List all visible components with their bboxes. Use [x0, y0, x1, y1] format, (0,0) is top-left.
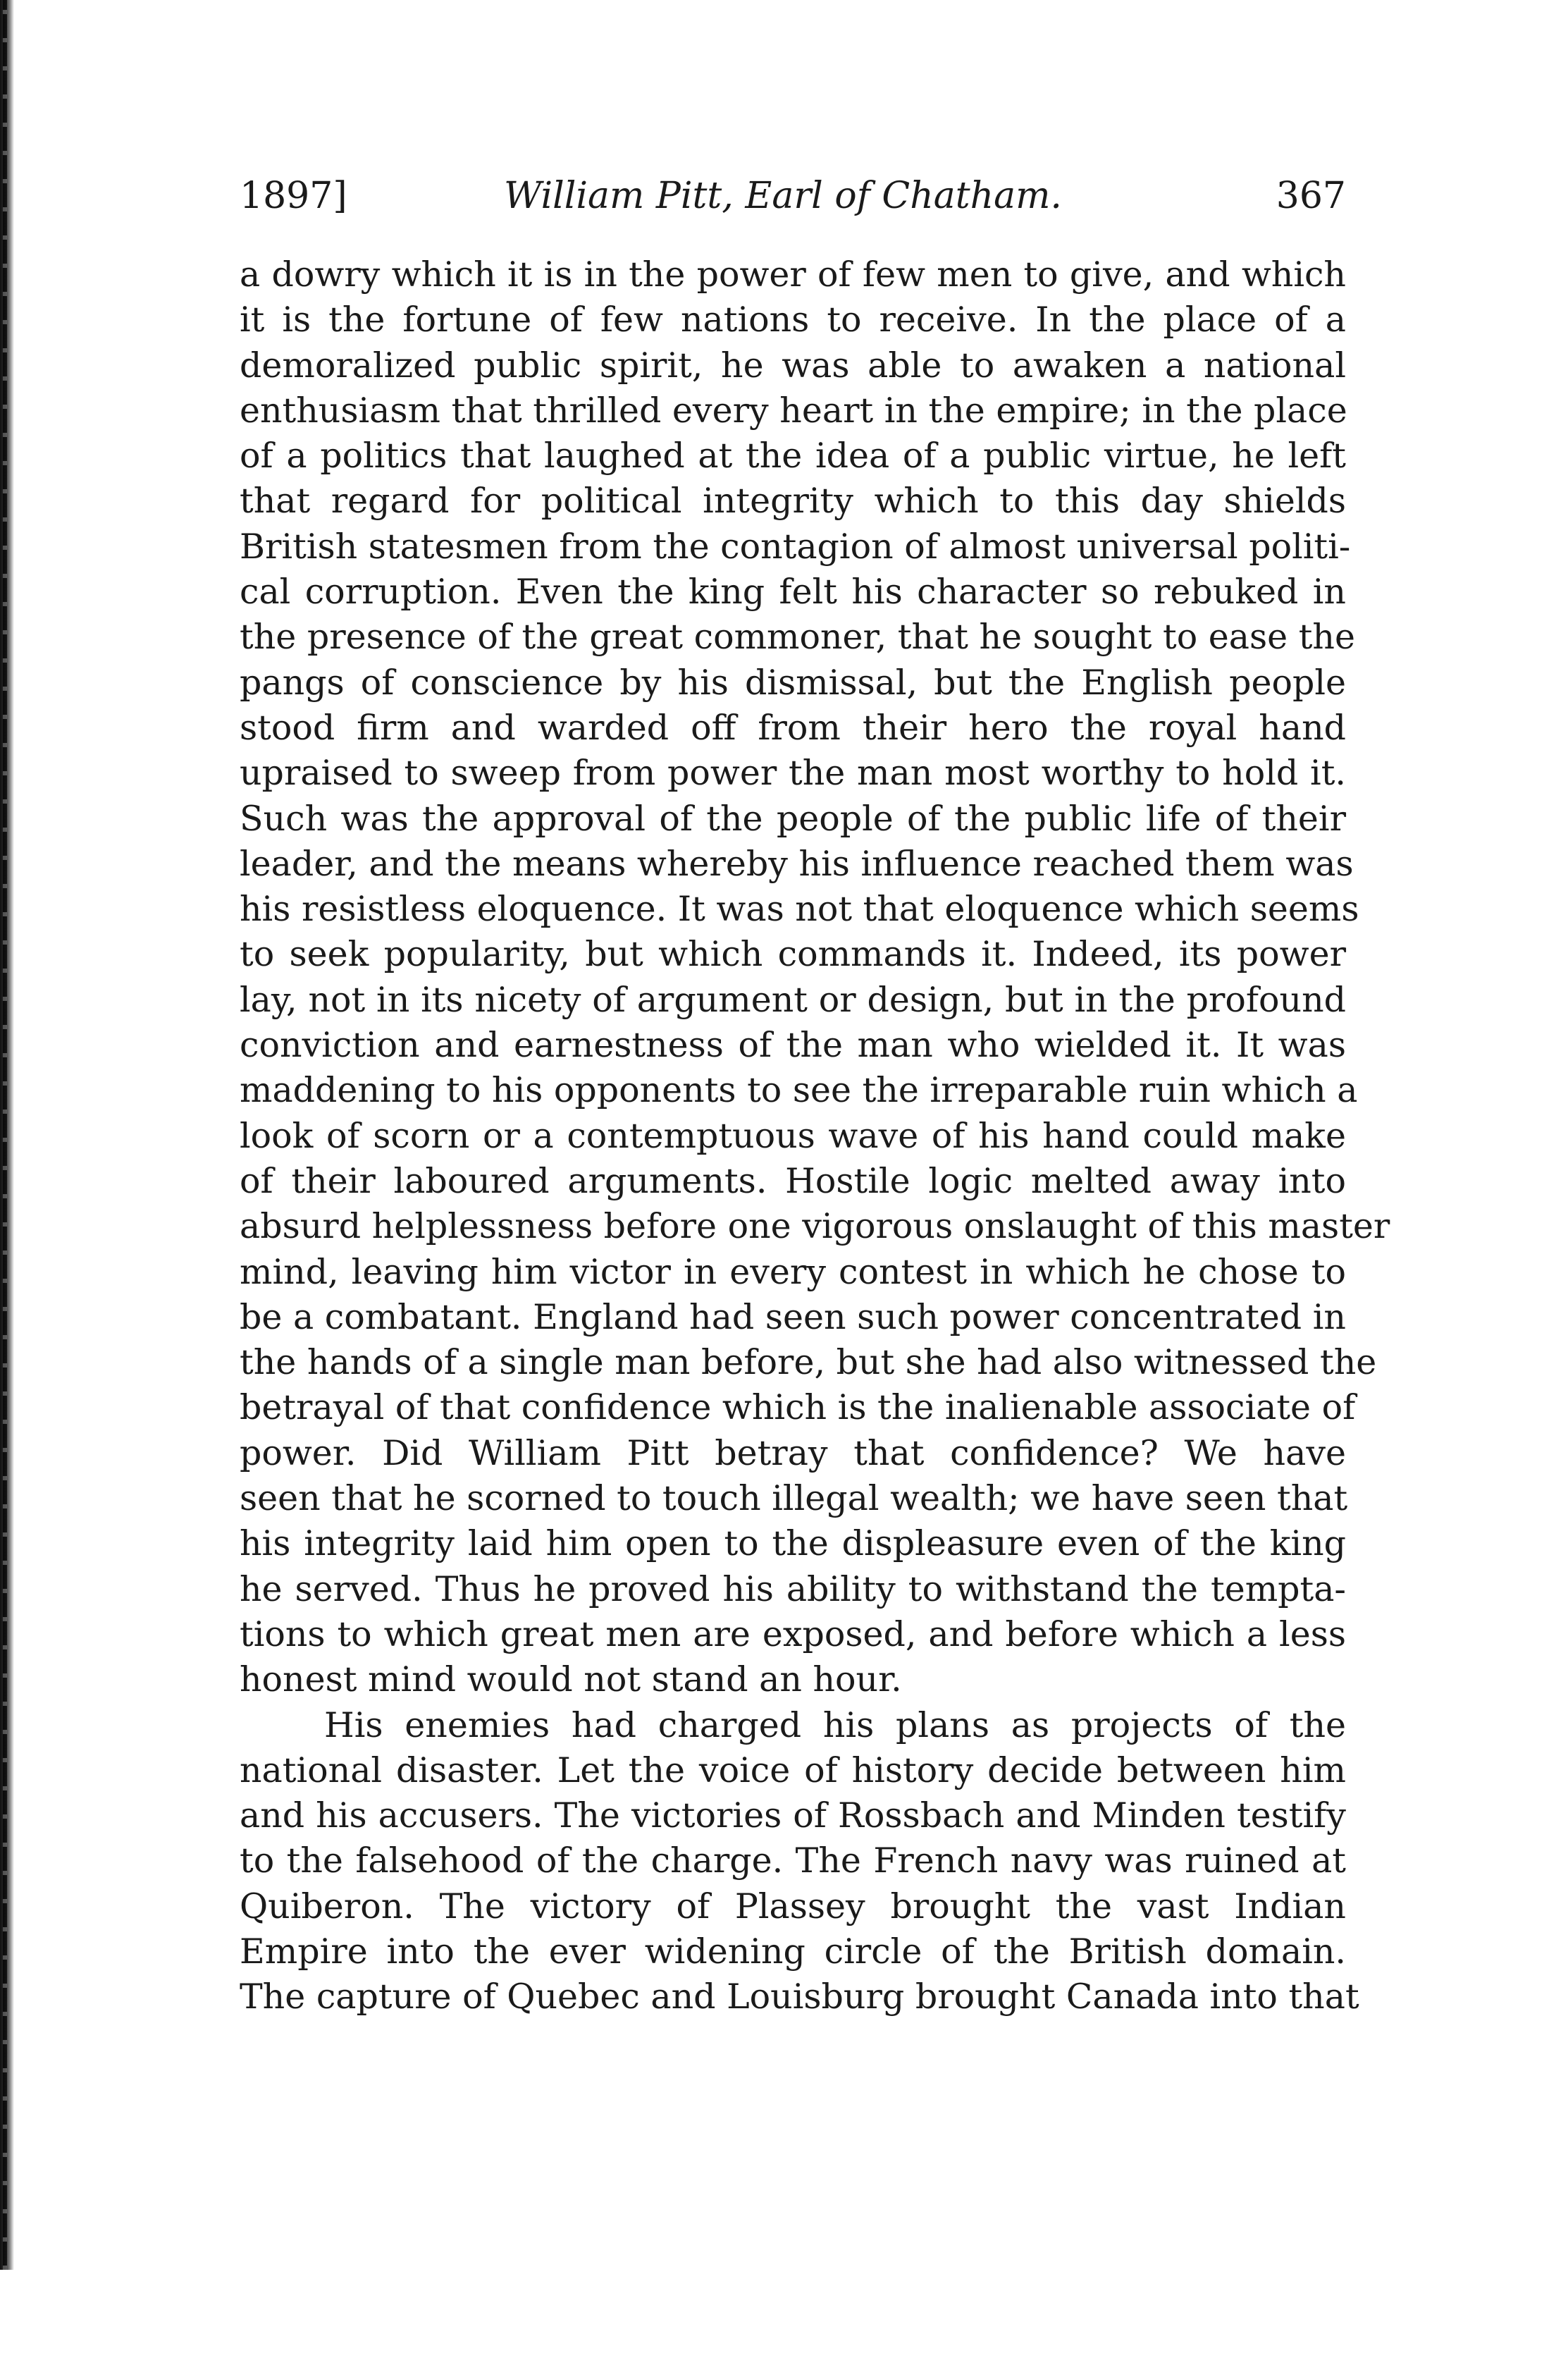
text-line: the hands of a single man before, but she had also witnessed the: [240, 1342, 1377, 1383]
text-line: cal corruption. Even the king felt his character so rebuked in: [240, 572, 1346, 613]
text-line: he served. Thus he proved his ability to withstand the tempta-: [240, 1568, 1346, 1609]
text-line: mind, leaving him victor in every contest in which he chose to: [240, 1251, 1346, 1292]
text-line: his resistless eloquence. It was not that eloquence which seems: [240, 889, 1359, 930]
text-line: of their laboured arguments. Hostile logic melted away into: [240, 1160, 1346, 1201]
text-line: pangs of conscience by his dismissal, but the English people: [240, 662, 1346, 703]
text-line: leader, and the means whereby his influence reached them was: [240, 843, 1354, 884]
running-header: [240, 175, 1346, 224]
text-line: demoralized public spirit, he was able to awaken a national: [240, 345, 1346, 386]
text-line: maddening to his opponents to see the irreparable ruin which a: [240, 1070, 1358, 1111]
page-number: 367: [1276, 175, 1346, 217]
text-line: to seek popularity, but which commands it. Indeed, its power: [240, 934, 1346, 975]
text-line: look of scorn or a contemptuous wave of his hand could make: [240, 1115, 1346, 1156]
text-line: that regard for political integrity which to this day shields: [240, 481, 1346, 522]
header-title: William Pitt, Earl of Chatham.: [504, 175, 1062, 217]
text-line: to the falsehood of the charge. The French navy was ruined at: [240, 1841, 1346, 1881]
book-binding-edge: [0, 0, 14, 2270]
text-line: Such was the approval of the people of the public life of their: [240, 798, 1346, 839]
text-line: tions to which great men are exposed, and before which a less: [240, 1614, 1346, 1654]
text-line: seen that he scorned to touch illegal wealth; we have seen that: [240, 1478, 1348, 1519]
paragraph-1: [240, 252, 1390, 1703]
text-line: national disaster. Let the voice of history decide between him: [240, 1750, 1346, 1790]
text-line: honest mind would not stand an hour.: [240, 1659, 902, 1700]
text-line: of a politics that laughed at the idea of a public virtue, he left: [240, 436, 1346, 477]
text-line: upraised to sweep from power the man most worthy to hold it.: [240, 753, 1346, 794]
header-year: 1897]: [240, 175, 347, 217]
text-line: his integrity laid him open to the displeasure even of the king: [240, 1523, 1346, 1564]
text-line: absurd helplessness before one vigorous onslaught of this master: [240, 1206, 1390, 1247]
text-line: conviction and earnestness of the man who wielded it. It was: [240, 1025, 1346, 1066]
paragraph-2: [240, 1703, 1359, 2020]
text-line: lay, not in its nicety of argument or design, but in the profound: [240, 979, 1346, 1020]
body-text: [240, 252, 1390, 2020]
text-line: a dowry which it is in the power of few men to give, and which: [240, 254, 1346, 295]
text-line: power. Did William Pitt betray that confidence? We have: [240, 1432, 1346, 1473]
text-line: and his accusers. The victories of Rossbach and Minden testify: [240, 1795, 1346, 1836]
text-line: be a combatant. England had seen such power concentrated in: [240, 1296, 1346, 1337]
text-line: The capture of Quebec and Louisburg brought Canada into that: [240, 1977, 1359, 2017]
text-line: enthusiasm that thrilled every heart in the empire; in the place: [240, 390, 1347, 431]
text-line: His enemies had charged his plans as projects of the: [324, 1704, 1346, 1745]
text-line: Quiberon. The victory of Plassey brought the vast Indian: [240, 1886, 1346, 1927]
text-line: British statesmen from the contagion of almost universal politi-: [240, 526, 1351, 567]
text-line: stood firm and warded off from their hero the royal hand: [240, 707, 1346, 748]
text-line: betrayal of that confidence which is the inalienable associate of: [240, 1387, 1356, 1428]
text-line: it is the fortune of few nations to receive. In the place of a: [240, 300, 1346, 340]
text-line: Empire into the ever widening circle of the British domain.: [240, 1931, 1346, 1972]
text-line: the presence of the great commoner, that he sought to ease the: [240, 617, 1355, 658]
